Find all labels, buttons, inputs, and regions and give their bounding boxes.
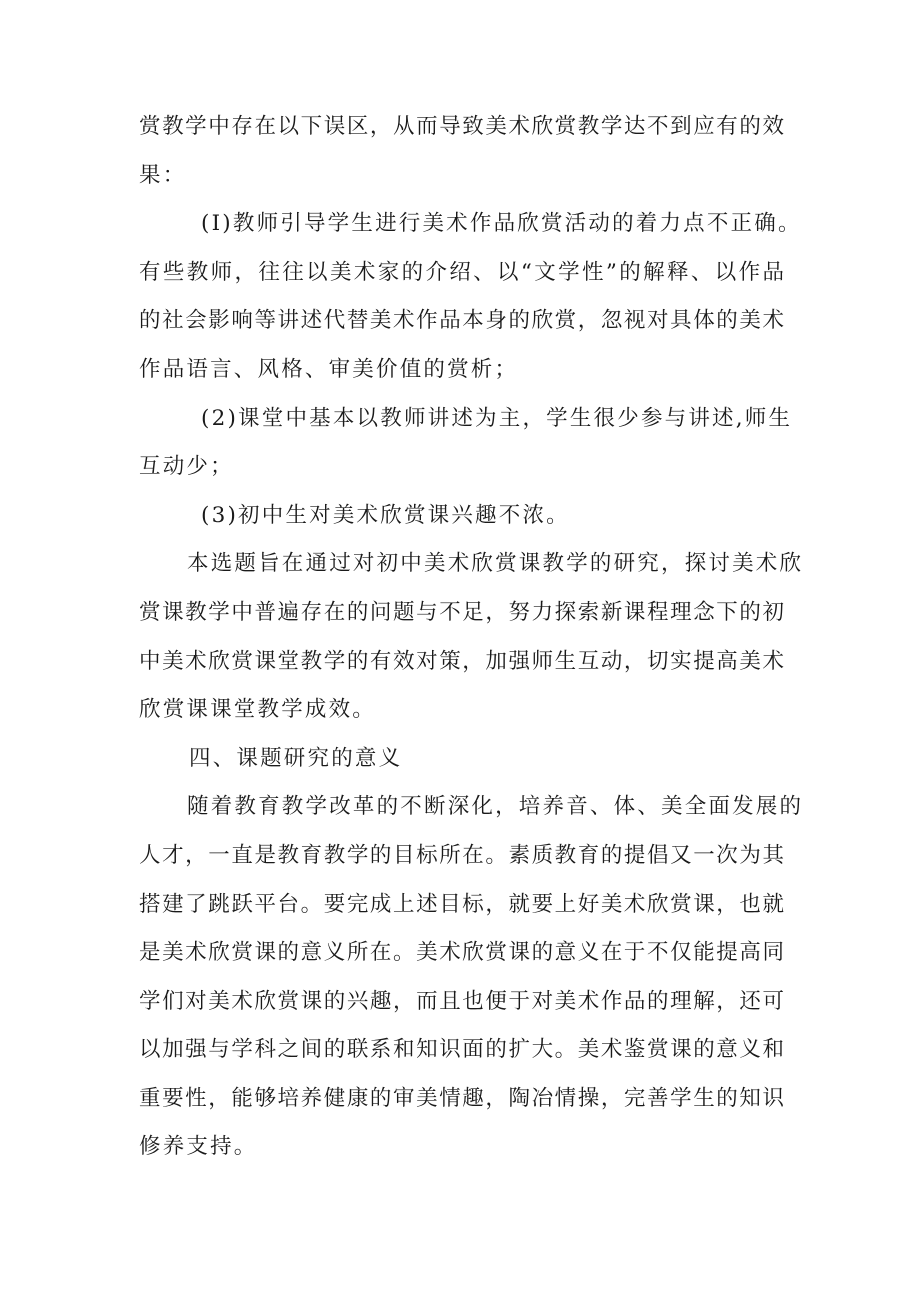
text-line: 随着教育教学改革的不断深化，培养音、体、美全面发展的 [187,794,804,820]
text-line: 的社会影响等讲述代替美术作品本身的欣赏，忽视对具体的美术 [139,308,784,334]
text-line: 是美术欣赏课的意义所在。美术欣赏课的意义在于不仅能提高同 [139,940,784,966]
document-body [139,103,804,1172]
text-line: 人才，一直是教育教学的目标所在。素质教育的提倡又一次为其 [139,842,784,868]
text-line: 赏教学中存在以下误区，从而导致美术欣赏教学达不到应有的效 [139,114,784,139]
paragraph-significance [139,783,804,1172]
text-line: 有些教师，往往以美术家的介绍、以“文学性”的解释、以作品 [139,259,784,285]
text-line: 中美术欣赏课堂教学的有效对策，加强师生互动，切实提高美术 [139,648,784,674]
text-line: 以加强与学科之间的联系和知识面的扩大。美术鉴赏课的意义和 [139,1037,784,1063]
text-line: 欣赏课课堂教学成效。 [139,697,377,723]
text-line: 搭建了跳跃平台。要完成上述目标，就要上好美术欣赏课，也就 [139,891,784,917]
text-line: 赏课教学中普遍存在的问题与不足，努力探索新课程理念下的初 [139,599,784,625]
text-line: 重要性，能够培养健康的审美情趣，陶冶情操，完善学生的知识 [139,1085,784,1111]
paragraph-purpose [139,540,804,734]
paragraph-item-3 [139,492,784,541]
text-line: 果： [139,162,187,188]
text-line: (I)教师引导学生进行美术作品欣赏活动的着力点不正确。 [201,211,802,237]
text-line: 互动少； [139,454,234,480]
text-line: (3)初中生对美术欣赏课兴趣不浓。 [201,502,570,528]
section-heading [139,735,784,784]
text-line: 作品语言、风格、审美价值的赏析； [139,356,519,382]
text-line: 学们对美术欣赏课的兴趣，而且也便于对美术作品的理解，还可 [139,988,784,1014]
text-line: 修养支持。 [139,1134,258,1160]
paragraph-item-1 [139,200,802,394]
paragraph-item-2 [139,395,793,492]
section-title: 四、课题研究的意义 [189,745,403,771]
text-line: 本选题旨在通过对初中美术欣赏课教学的研究，探讨美术欣 [187,551,804,577]
text-line: (2)课堂中基本以教师讲述为主，学生很少参与讲述,师生 [201,405,793,431]
paragraph-intro [139,103,784,200]
